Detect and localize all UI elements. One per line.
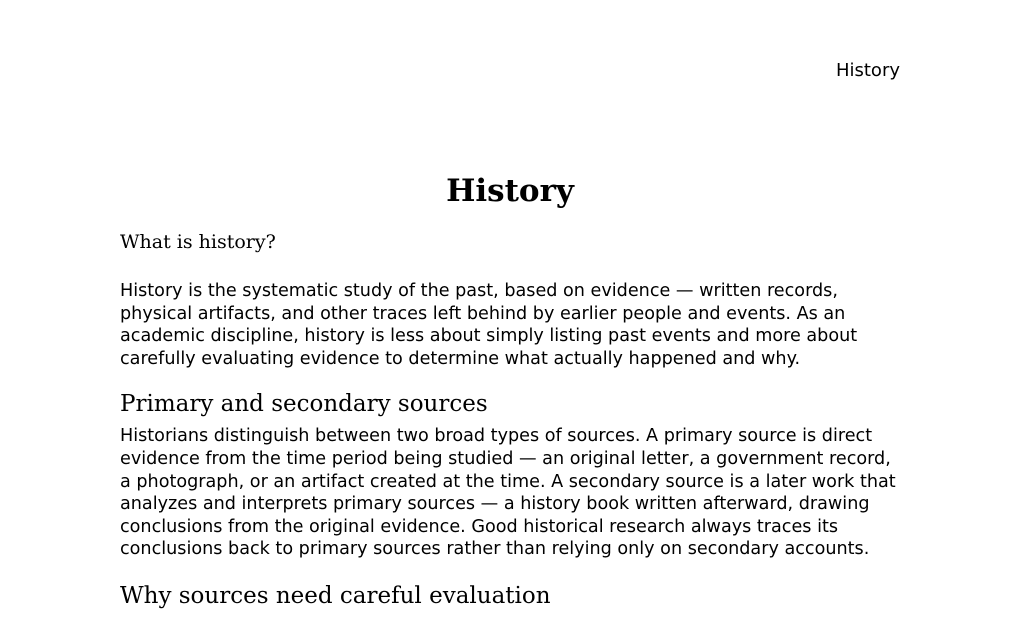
- article: [120, 172, 900, 611]
- page-title: History: [446, 173, 574, 209]
- section-heading-sources: Primary and secondary sources: [120, 391, 488, 418]
- intro-paragraph: History is the systematic study of the past, based on evidence — written records, physical artifacts, and other traces left behind by earlier people and events. As an academic discipline, history is less about simply listing past events and more about carefully evaluating evidence to determine what actually happened and why.: [120, 281, 858, 369]
- section-paragraph-sources: Historians distinguish between two broad types of sources. A primary source is direct evidence from the time period being studied — an original letter, a government record, a photograph, or an artifact created at the time. A secondary source is a later work that analyzes and interprets primary sources — a history book written afterward, drawing conclusions from the original evidence. Good historical research always traces its conclusions back to primary sources rather than relying only on secondary accounts.: [120, 426, 896, 560]
- section-heading-evaluation: Why sources need careful evaluation: [120, 582, 551, 609]
- running-header: History: [835, 60, 900, 81]
- page-subtitle: What is history?: [120, 231, 276, 253]
